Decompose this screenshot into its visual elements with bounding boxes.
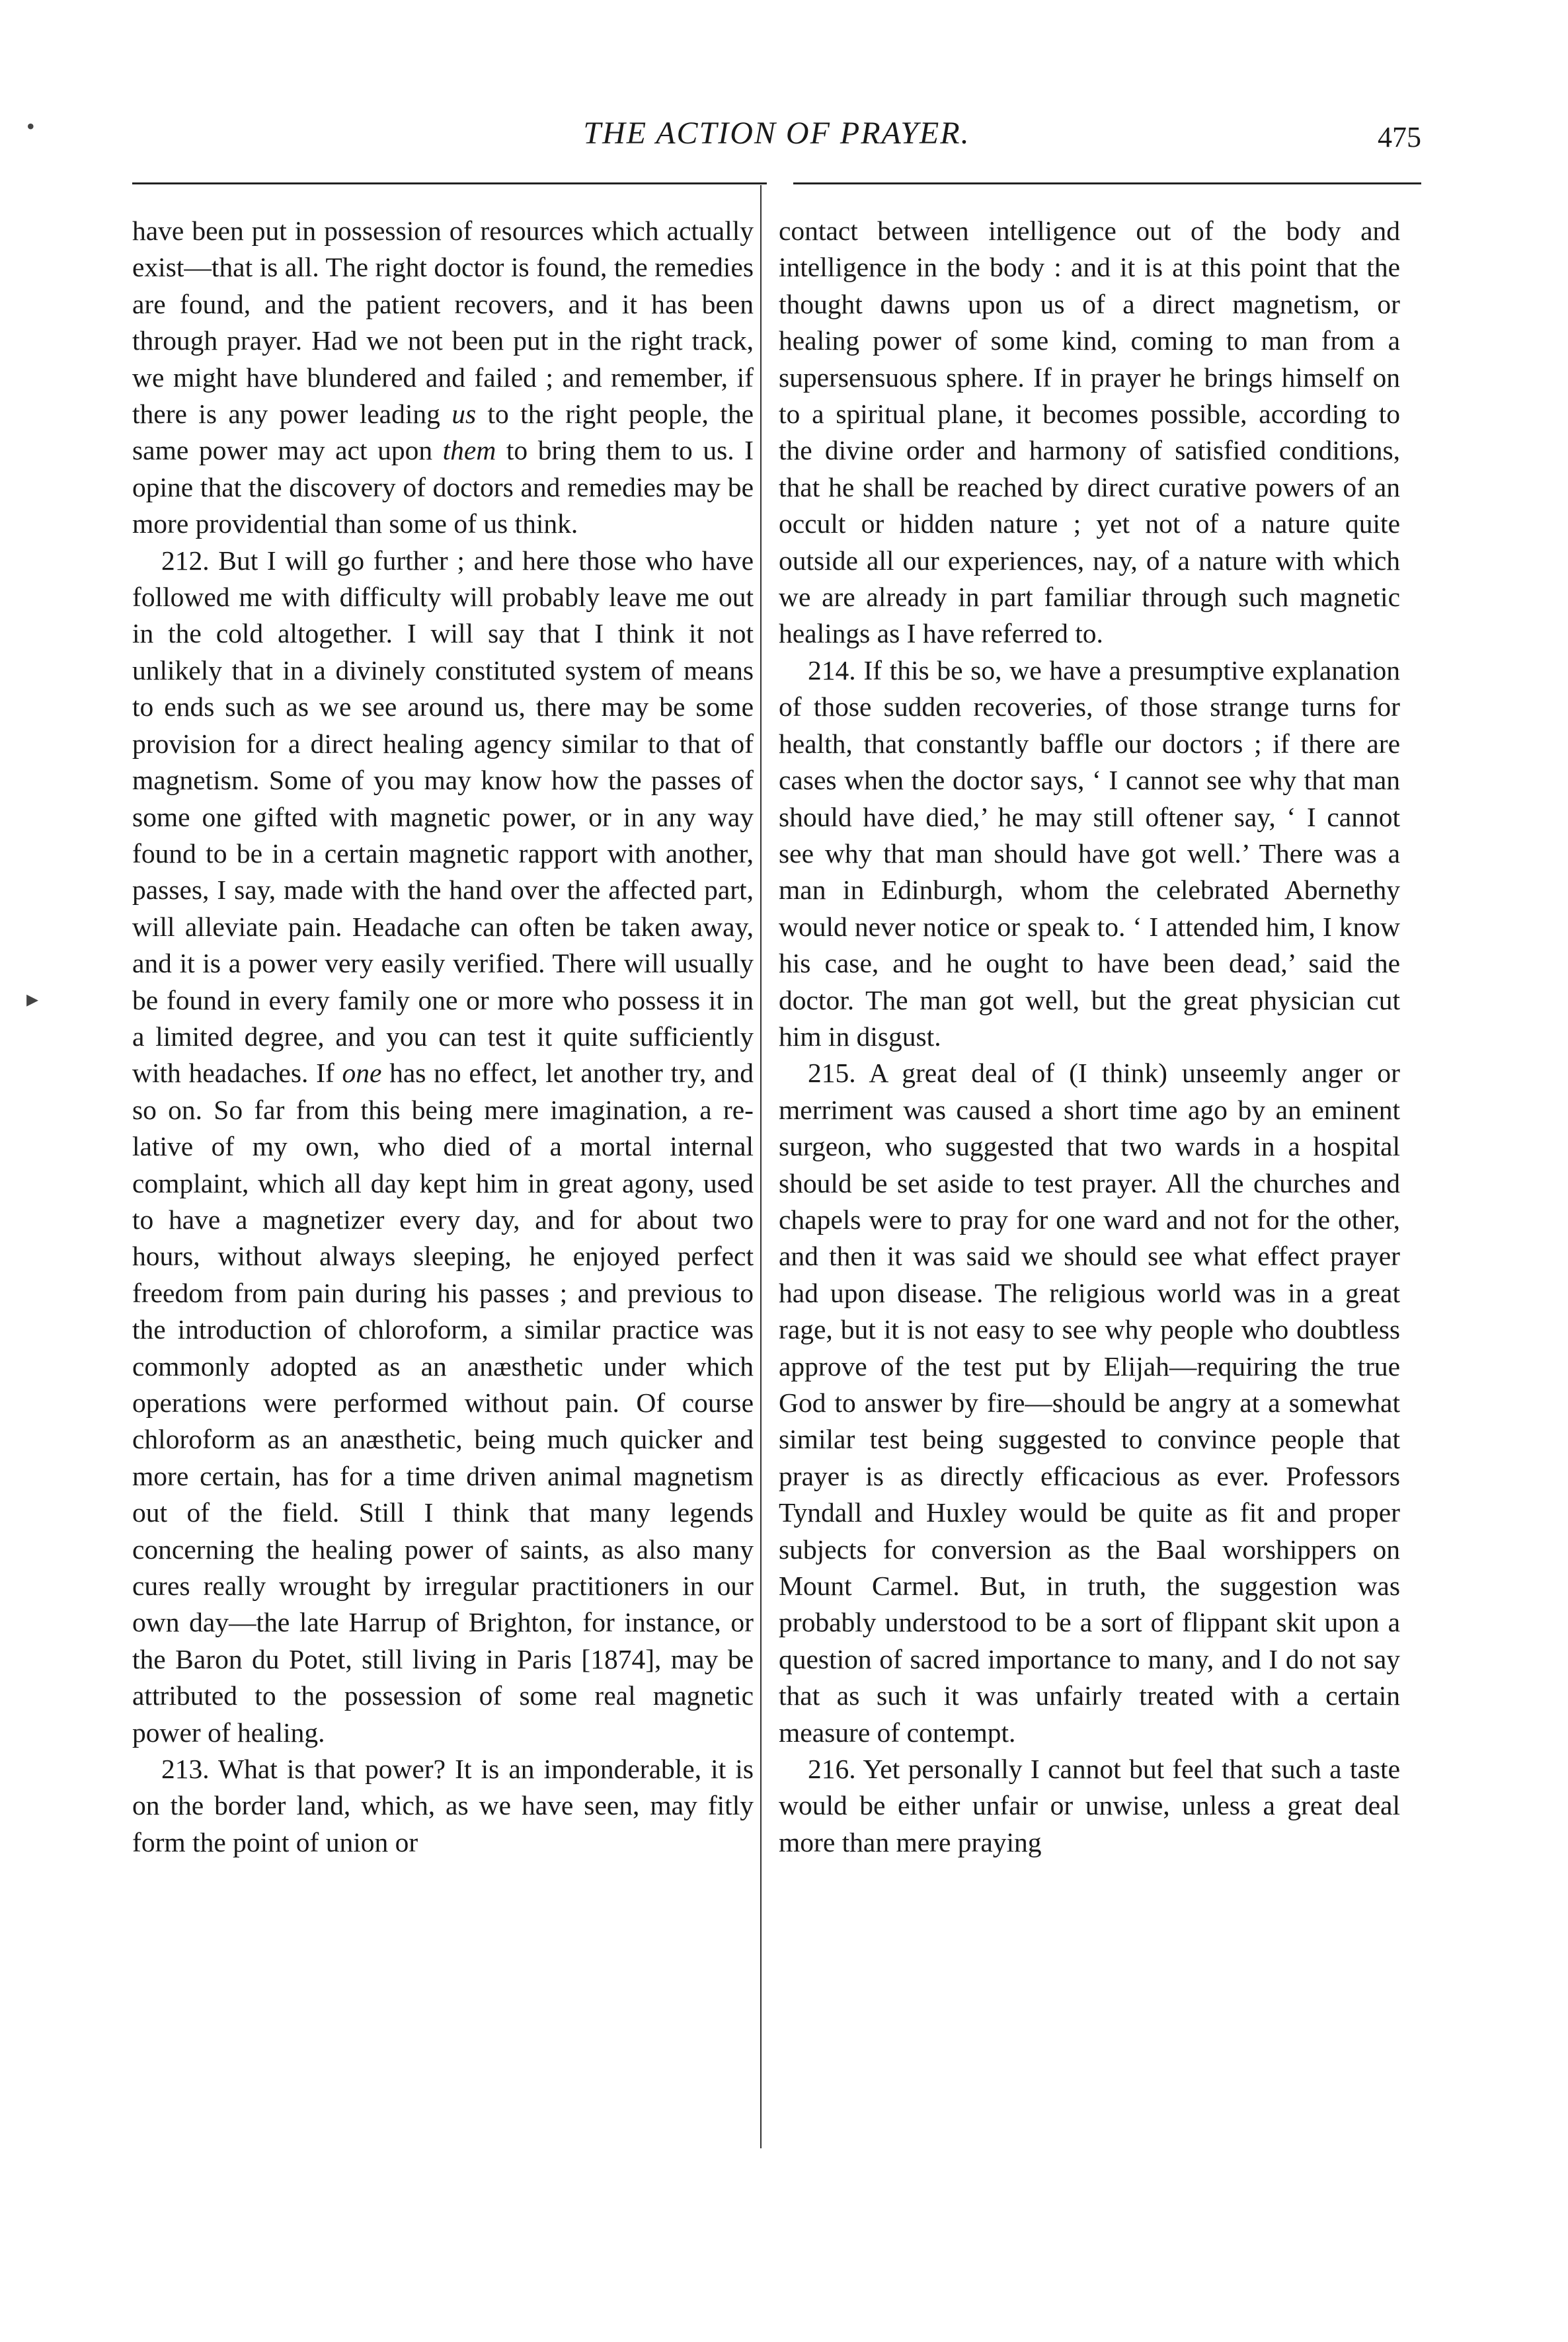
text-run: contact between intelligence out of the body and intelligence in the body : and it is at this point that the thought dawns upon us of a direct magnetism, or healing power of some kind, coming to man from a supersensuous sphere. If in prayer he brings himself on to a spiritual plane, it becomes possible, according to the divine order and harmony of satisfied conditions, that he shall be reached by direct curative powers of an occult or hidden nature ; yet not of a nature quite outside all our experiences, nay, of a nature with which we are already in part familiar through such magnetic healings as I have referred to. xyxy=(779,215,1400,649)
text-run: 213. What is that power? It is an imponderable, it is on the border land, which, as we have seen, may fitly form the point of union or xyxy=(132,1754,754,1857)
text-run: 216. Yet personally I cannot but feel that such a taste would be either unfair or unwise, unless a great deal more than mere praying xyxy=(779,1754,1400,1857)
paragraph xyxy=(132,543,754,1751)
page-header xyxy=(132,111,1421,164)
paragraph xyxy=(779,1751,1400,1861)
text-run: to the right people, the same power may act upon xyxy=(132,399,754,466)
margin-mark: • xyxy=(26,113,35,139)
paragraph xyxy=(779,1055,1400,1751)
column-divider xyxy=(760,185,762,2148)
header-rule-right xyxy=(793,182,1421,184)
italic-text: them xyxy=(442,435,496,466)
paragraph xyxy=(132,213,754,543)
left-column xyxy=(132,213,754,1861)
italic-text: one xyxy=(342,1058,382,1089)
right-column xyxy=(779,213,1400,1861)
text-run: has no effect, let another try, and so on. So far from this being mere imagination, a relative of my own, who died of a mortal internal complaint, which all day kept him in great agony, used to have a magnetizer every day, and for about two hours, without always sleeping, he enjoyed perfect freedom from pain during his passes ; and previous to the introduction of chloroform, a similar practice was commonly adopted as an anæsthetic under which operations were performed without pain. Of course chloroform as an anæsthetic, being much quicker and more certain, has for a time driven animal magnetism out of the field. Still I think that many legends concerning the healing power of saints, as also many cures really wrought by irregular practitioners in our own day—the late Harrup of Brighton, for instance, or the Baron du Potet, still living in Paris [1874], may be attributed to the possession of some real magnetic power of healing. xyxy=(132,1058,754,1748)
page-number: 475 xyxy=(1378,121,1421,153)
running-title: THE ACTION OF PRAYER. xyxy=(583,116,970,151)
paragraph xyxy=(132,1751,754,1861)
paragraph xyxy=(779,213,1400,652)
text-run: have been put in possession of resources which actually exist—that is all. The right doctor is found, the remedies are found, and the patient recovers, and it has been through prayer. Had we not been put in the right track, we might have blundered and failed ; and remember, if there is any power leading xyxy=(132,215,754,430)
text-run: 212. But I will go further ; and here those who have followed me with difficulty will probably leave me out in the cold altogether. I will say that I think it not unlikely that in a divinely constituted system of means to ends such as we see around us, there may be some provision for a direct healing agency similar to that of magnetism. Some of you may know how the passes of some one gifted with magnetic power, or in any way found to be in a certain magnetic rapport with another, passes, I say, made with the hand over the affected part, will alleviate pain. Headache can often be taken away, and it is a power very easily verified. There will usually be found in every family one or more who possess it in a limited degree, and you can test it quite sufficiently with headaches. If xyxy=(132,545,754,1089)
text-run: 214. If this be so, we have a presumptive explanation of those sudden recoveries, of those strange turns for health, that constantly baffle our doctors ; if there are cases when the doctor says, ‘ I cannot see why that man should have died,’ he may still oftener say, ‘ I cannot see why that man should have got well.’ There was a man in Edinburgh, whom the celebrated Abernethy would never notice or speak to. ‘ I attended him, I know his case, and he ought to have been dead,’ said the doctor. The man got well, but the great physician cut him in disgust. xyxy=(779,654,1400,1052)
text-run: to bring them to us. I opine that the discovery of doctors and remedies may be more providential than some of us think. xyxy=(132,435,754,539)
italic-text: us xyxy=(451,399,477,430)
header-rule-left xyxy=(132,182,767,184)
margin-arrow-mark: ▸ xyxy=(26,986,39,1012)
paragraph xyxy=(779,652,1400,1055)
text-run: 215. A great deal of (I think) unseemly anger or merriment was caused a short time ago by an eminent surgeon, who suggested that two wards in a hospital should be set aside to test prayer. All the churches and chapels were to pray for one ward and not for the other, and then it was said we should see what effect prayer had upon disease. The religious world was in a great rage, but it is not easy to see why people who doubtless approve of the test put by Elijah—requiring the true God to answer by fire—should be angry at a somewhat similar test being suggested to convince people that prayer is as directly efficacious as ever. Professors Tyndall and Huxley would be quite as fit and proper subjects for conversion as the Baal worshippers on Mount Carmel. But, in truth, the suggestion was probably understood to be a sort of flippant skit upon a question of sacred importance to many, and I do not say that as such it was unfairly treated with a certain measure of contempt. xyxy=(779,1058,1400,1748)
